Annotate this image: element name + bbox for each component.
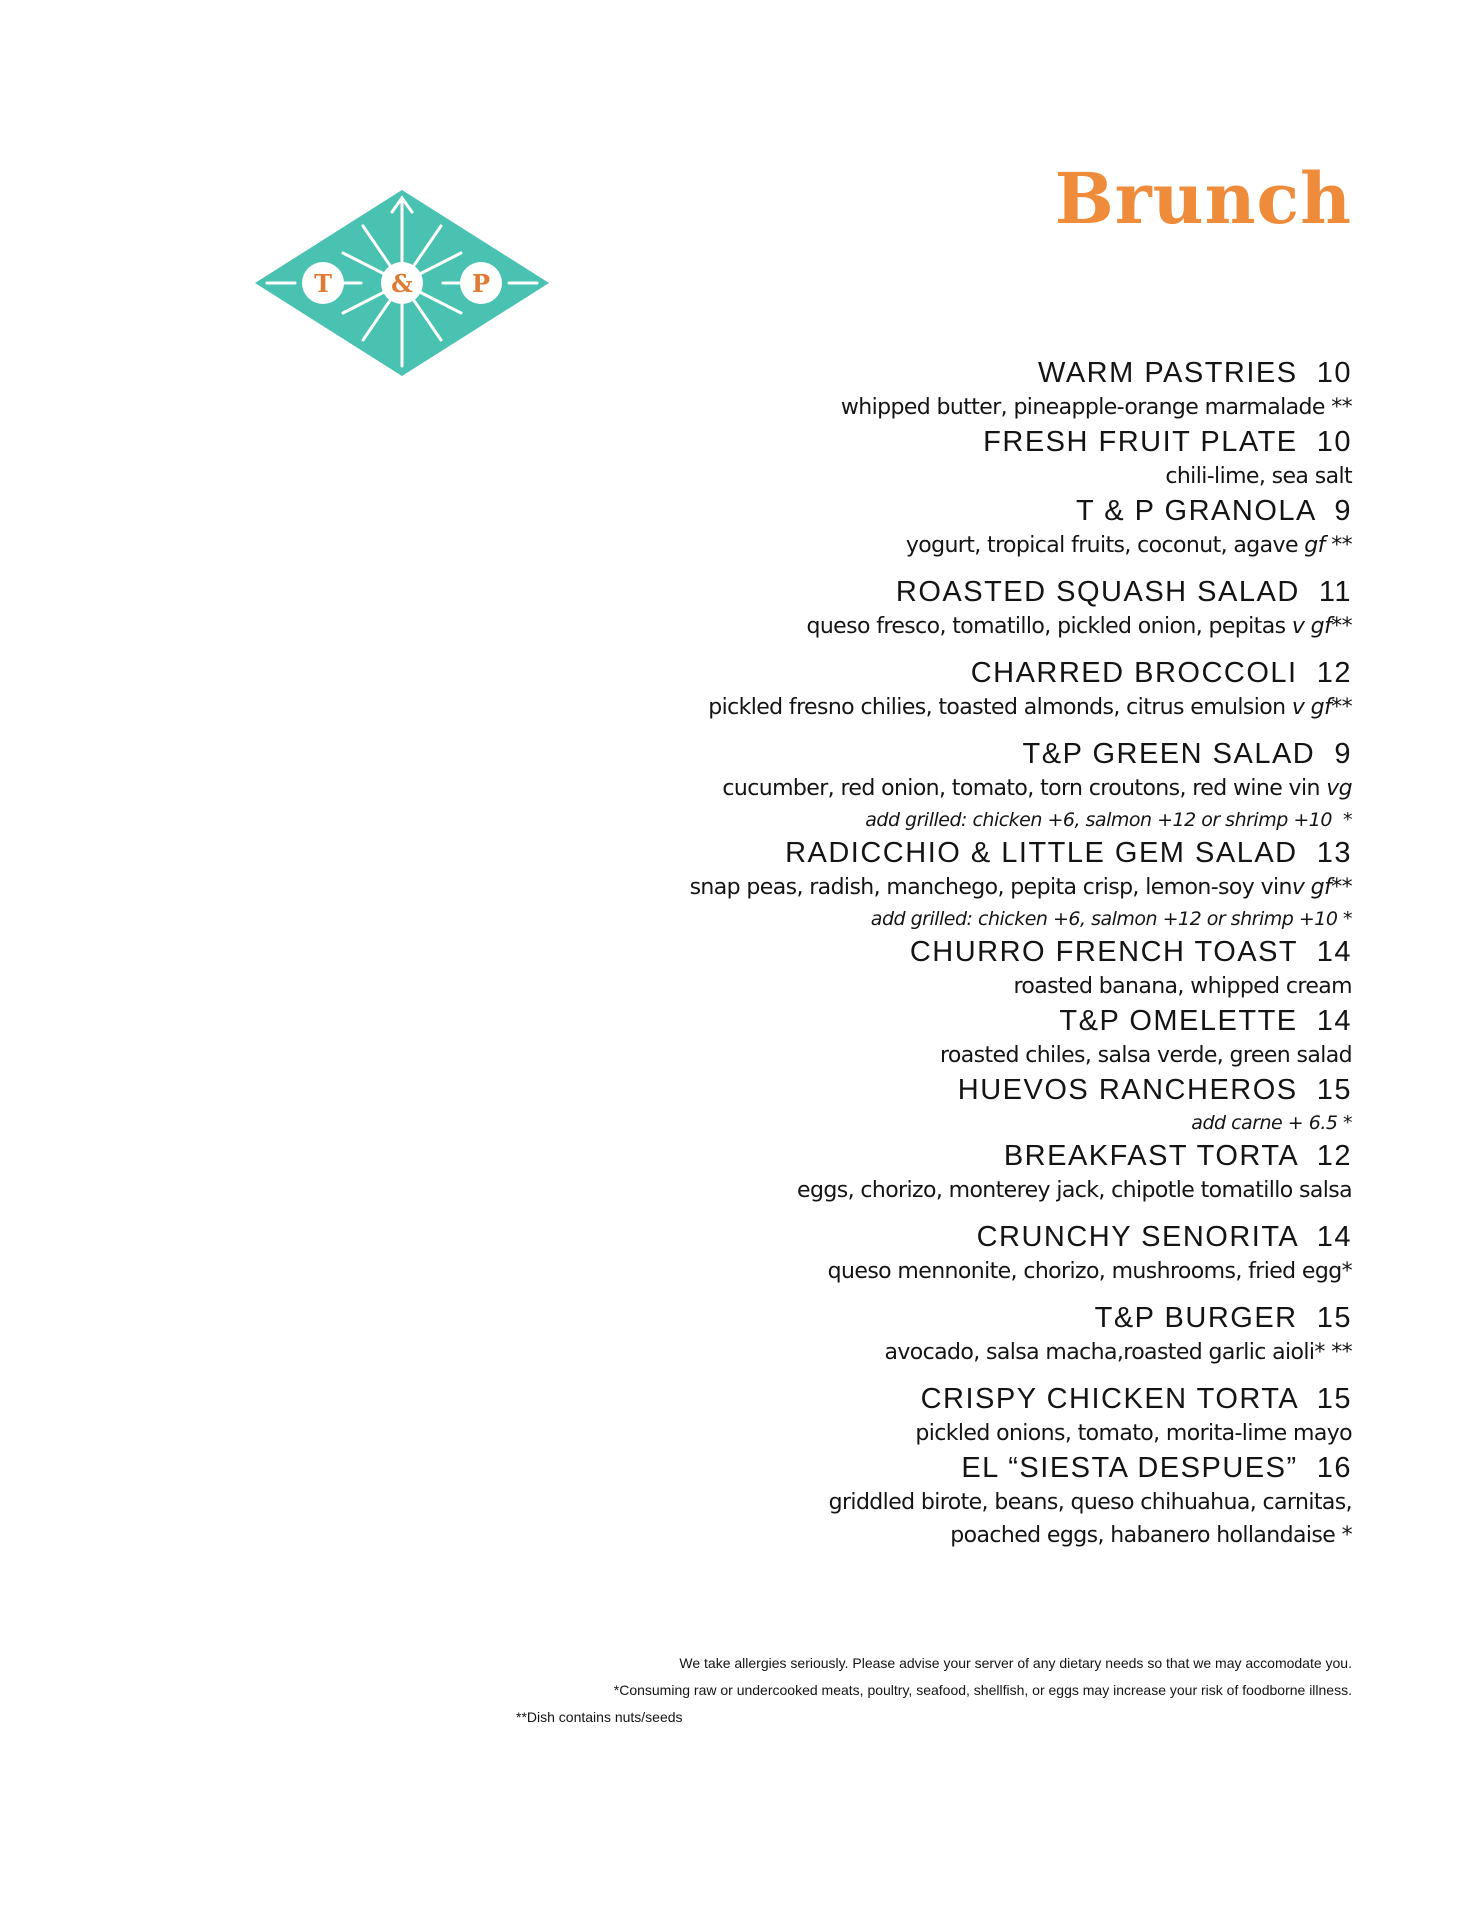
- menu-item-name: CRISPY CHICKEN TORTA 15: [920, 1383, 1352, 1415]
- menu-item: [452, 493, 1352, 562]
- menu-item-description: [452, 691, 1352, 724]
- logo-letter-t: T: [314, 269, 332, 298]
- menu-item: [452, 1138, 1352, 1207]
- page-title: Brunch: [1054, 157, 1352, 240]
- menu-item-name: CHARRED BROCCOLI 12: [970, 657, 1352, 689]
- description-text: cucumber, red onion, tomato, torn croutons, red wine vin: [722, 776, 1327, 801]
- description-text: whipped butter, pineapple-orange marmalade **: [840, 395, 1352, 420]
- description-suffix: **: [1331, 614, 1352, 639]
- menu-item-name: EL “SIESTA DESPUES” 16: [961, 1452, 1352, 1484]
- menu-item-name: T & P GRANOLA 9: [1076, 495, 1352, 527]
- description-text: snap peas, radish, manchego, pepita crisp, lemon-soy vin: [689, 875, 1292, 900]
- menu-item-description: [452, 970, 1352, 1003]
- raw-food-warning: *Consuming raw or undercooked meats, poultry, seafood, shellfish, or eggs may increase your risk of foodborne illness.: [613, 1682, 1352, 1698]
- description-text: chili-lime, sea salt: [1165, 464, 1352, 489]
- menu-item: [452, 1003, 1352, 1072]
- menu-item-name: CRUNCHY SENORITA 14: [976, 1221, 1352, 1253]
- menu-item: [452, 835, 1352, 934]
- description-text: queso mennonite, chorizo, mushrooms, fried egg*: [827, 1259, 1352, 1284]
- menu-item: [452, 355, 1352, 424]
- menu-item-description: [452, 1417, 1352, 1450]
- menu-item-name: T&P OMELETTE 14: [1059, 1005, 1352, 1037]
- description-text: pickled fresno chilies, toasted almonds, citrus emulsion: [708, 695, 1292, 720]
- description-text: griddled birote, beans, queso chihuahua, carnitas, poached eggs, habanero hollandaise *: [828, 1490, 1352, 1548]
- description-text: roasted chiles, salsa verde, green salad: [939, 1043, 1352, 1068]
- dietary-tag: vg: [1326, 776, 1352, 801]
- menu-item-name: RADICCHIO & LITTLE GEM SALAD 13: [785, 837, 1352, 869]
- menu-item-description: [452, 610, 1352, 643]
- dietary-tag: v gf: [1291, 614, 1332, 639]
- menu-item-name: HUEVOS RANCHEROS 15: [957, 1074, 1352, 1106]
- menu-item-addon: add grilled: chicken +6, salmon +12 or shrimp +10 *: [865, 809, 1352, 831]
- logo-letter-p: P: [471, 269, 491, 298]
- menu-item-description: [452, 460, 1352, 493]
- menu-item: [452, 1072, 1352, 1138]
- menu-item-name: T&P BURGER 15: [1094, 1302, 1352, 1334]
- menu-item: [452, 424, 1352, 493]
- menu-item-addon: add grilled: chicken +6, salmon +12 or shrimp +10 *: [870, 908, 1352, 930]
- menu-item-name: FRESH FRUIT PLATE 10: [983, 426, 1352, 458]
- menu-item-name: BREAKFAST TORTA 12: [1003, 1140, 1352, 1172]
- description-text: roasted banana, whipped cream: [1013, 974, 1352, 999]
- logo-letter-amp: &: [391, 269, 413, 298]
- description-text: pickled onions, tomato, morita-lime mayo: [915, 1421, 1352, 1446]
- menu-item: [452, 574, 1352, 643]
- dietary-tag: v gf: [1291, 875, 1332, 900]
- menu-item: [452, 1219, 1352, 1288]
- description-suffix: **: [1324, 533, 1352, 558]
- menu-item: [452, 1450, 1352, 1552]
- menu-list: [452, 355, 1352, 1552]
- menu-item-description: [452, 772, 1352, 805]
- menu-item-name: CHURRO FRENCH TOAST 14: [909, 936, 1352, 968]
- menu-item-description: [452, 1486, 1352, 1552]
- menu-item-description: [452, 1174, 1352, 1207]
- nuts-note: **Dish contains nuts/seeds: [516, 1709, 683, 1725]
- menu-item-description: [452, 391, 1352, 424]
- description-text: queso fresco, tomatillo, pickled onion, pepitas: [806, 614, 1292, 639]
- description-suffix: **: [1331, 695, 1352, 720]
- tp-logo: [251, 186, 553, 380]
- description-text: avocado, salsa macha,roasted garlic aioli* **: [884, 1340, 1352, 1365]
- menu-item-description: [452, 871, 1352, 904]
- menu-item: [452, 934, 1352, 1003]
- menu-item: [452, 736, 1352, 835]
- description-text: eggs, chorizo, monterey jack, chipotle tomatillo salsa: [797, 1178, 1352, 1203]
- dietary-tag: gf: [1304, 533, 1325, 558]
- menu-item-description: [452, 1039, 1352, 1072]
- dietary-tag: v gf: [1291, 695, 1332, 720]
- menu-item-description: [452, 1255, 1352, 1288]
- footer-notes: [516, 1650, 1352, 1731]
- menu-item-addon: add carne + 6.5 *: [1191, 1112, 1352, 1134]
- allergy-note: We take allergies seriously. Please advise your server of any dietary needs so that we may accomodate you.: [679, 1655, 1352, 1671]
- menu-item-description: [452, 529, 1352, 562]
- description-text: yogurt, tropical fruits, coconut, agave: [905, 533, 1305, 558]
- menu-item-name: ROASTED SQUASH SALAD 11: [895, 576, 1352, 608]
- menu-item-name: WARM PASTRIES 10: [1038, 357, 1352, 389]
- menu-item: [452, 1300, 1352, 1369]
- menu-item: [452, 655, 1352, 724]
- menu-item-name: T&P GREEN SALAD 9: [1022, 738, 1352, 770]
- menu-item-description: [452, 1336, 1352, 1369]
- description-suffix: **: [1331, 875, 1352, 900]
- menu-item: [452, 1381, 1352, 1450]
